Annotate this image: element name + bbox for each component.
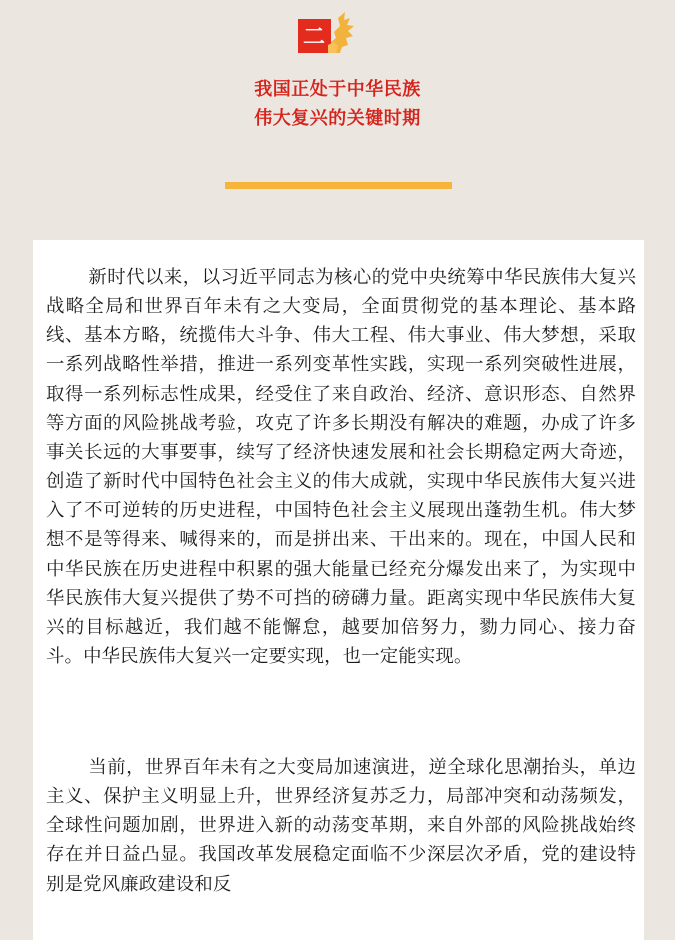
section-title-line-2: 伟大复兴的关键时期: [254, 108, 421, 129]
title-divider: [225, 182, 452, 189]
section-number-badge: [298, 12, 356, 58]
section-title-line-1: 我国正处于中华民族: [254, 79, 421, 100]
torch-number-icon: [298, 12, 356, 58]
badge-number: 二: [302, 25, 326, 50]
article-paragraph-1: 新时代以来，以习近平同志为核心的党中央统筹中华民族伟大复兴战略全局和世界百年未有之大变局，全面贯彻党的基本理论、基本路线、基本方略，统揽伟大斗争、伟大工程、伟大事业、伟大梦想，采取一系列战略性举措，推进一系列变革性实践，实现一系列突破性进展，取得一系列标志性成果，经受住了来自政治、经济、意识形态、自然界等方面的风险挑战考验，攻克了许多长期没有解决的难题，办成了许多事关长远的大事要事，续写了经济快速发展和社会长期稳定两大奇迹，创造了新时代中国特色社会主义的伟大成就，实现中华民族伟大复兴进入了不可逆转的历史进程，中国特色社会主义展现出蓬勃生机。伟大梦想不是等得来、喊得来的，而是拼出来、干出来的。现在，中国人民和中华民族在历史进程中积累的强大能量已经充分爆发出来了，为实现中华民族伟大复兴提供了势不可挡的磅礴力量。距离实现中华民族伟大复兴的目标越近，我们越不能懈怠，越要加倍努力，勠力同心、接力奋斗。中华民族伟大复兴一定要实现，也一定能实现。: [46, 267, 636, 668]
article-paragraph-2: 当前，世界百年未有之大变局加速演进，逆全球化思潮抬头，单边主义、保护主义明显上升，世界经济复苏乏力，局部冲突和动荡频发，全球性问题加剧，世界进入新的动荡变革期，来自外部的风险挑战始终存在并日益凸显。我国改革发展稳定面临不少深层次矛盾，党的建设特别是党风廉政建设和反: [46, 757, 636, 895]
